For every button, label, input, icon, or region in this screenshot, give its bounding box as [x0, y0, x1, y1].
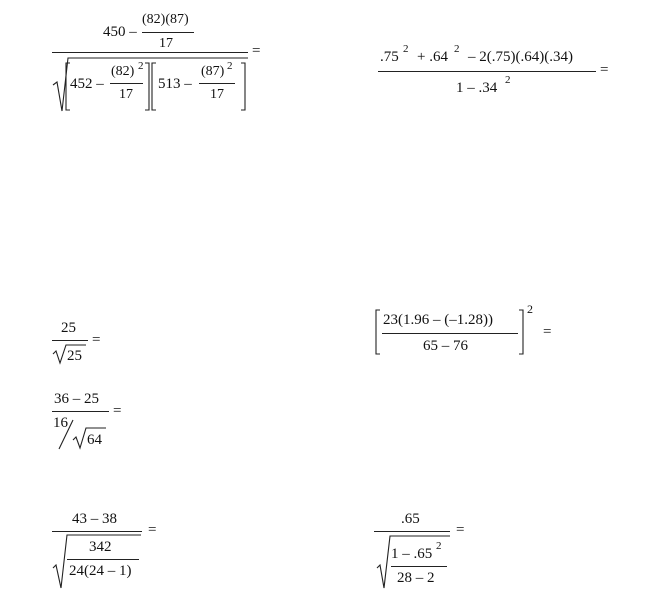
- eq1-bracket1-exponent: 2: [138, 60, 144, 72]
- eq3-numerator: 25: [61, 320, 76, 336]
- eq6-radicand-denominator: 24(24 – 1): [69, 563, 132, 579]
- eq1-equals: =: [252, 43, 261, 59]
- eq2-equals: =: [600, 62, 609, 78]
- eq2-term-1: .75: [380, 49, 399, 65]
- eq4-equals: =: [543, 324, 552, 340]
- eq7-numerator: .65: [401, 511, 420, 527]
- eq2-denominator-exponent: 2: [505, 74, 511, 86]
- eq4-inner-numerator: 23(1.96 – (–1.28)): [383, 312, 493, 328]
- eq1-numerator-lead: 450 –: [103, 24, 137, 40]
- eq7-radicand-numerator-base: 1 – .65: [391, 546, 433, 562]
- eq2-term-2-exponent: 2: [454, 43, 460, 55]
- eq1-bracket2-lead: 513 –: [158, 76, 192, 92]
- eq4-exponent: 2: [527, 302, 533, 316]
- eq6-numerator: 43 – 38: [72, 511, 117, 527]
- eq1-bracket2-exponent: 2: [227, 60, 233, 72]
- eq1-bracket2-fraction-numerator: (87): [201, 64, 225, 79]
- eq1-bracket1-fraction-numerator: (82): [111, 64, 135, 79]
- eq1-bracket1-fraction-denominator: 17: [119, 87, 133, 102]
- eq3-equals: =: [92, 332, 101, 348]
- eq1-numerator-inner-denominator: 17: [159, 36, 173, 51]
- eq5-equals: =: [113, 403, 122, 419]
- eq1-bracket1-lead: 452 –: [70, 76, 104, 92]
- eq7-radicand-fraction-bar: [391, 566, 447, 567]
- eq5-denominator-root: 64: [87, 432, 102, 448]
- eq5-denominator-left: 16: [53, 415, 68, 431]
- eq2-term-3: – 2(.75)(.64)(.34): [468, 49, 573, 65]
- eq3-denominator: 25: [67, 348, 82, 364]
- eq2-term-1-exponent: 2: [403, 43, 409, 55]
- eq6-equals: =: [148, 522, 157, 538]
- eq1-numerator-inner-numerator: (82)(87): [142, 12, 189, 27]
- eq5-numerator: 36 – 25: [54, 391, 99, 407]
- eq7-radicand-numerator-exponent: 2: [436, 540, 442, 552]
- eq4-inner-denominator: 65 – 76: [423, 338, 468, 354]
- eq1-bracket2-fraction-denominator: 17: [210, 87, 224, 102]
- eq6-radicand-numerator: 342: [89, 539, 112, 555]
- eq2-term-2: + .64: [417, 49, 448, 65]
- eq7-radicand-denominator: 28 – 2: [397, 570, 435, 586]
- eq2-denominator: 1 – .34: [456, 80, 498, 96]
- eq7-equals: =: [456, 522, 465, 538]
